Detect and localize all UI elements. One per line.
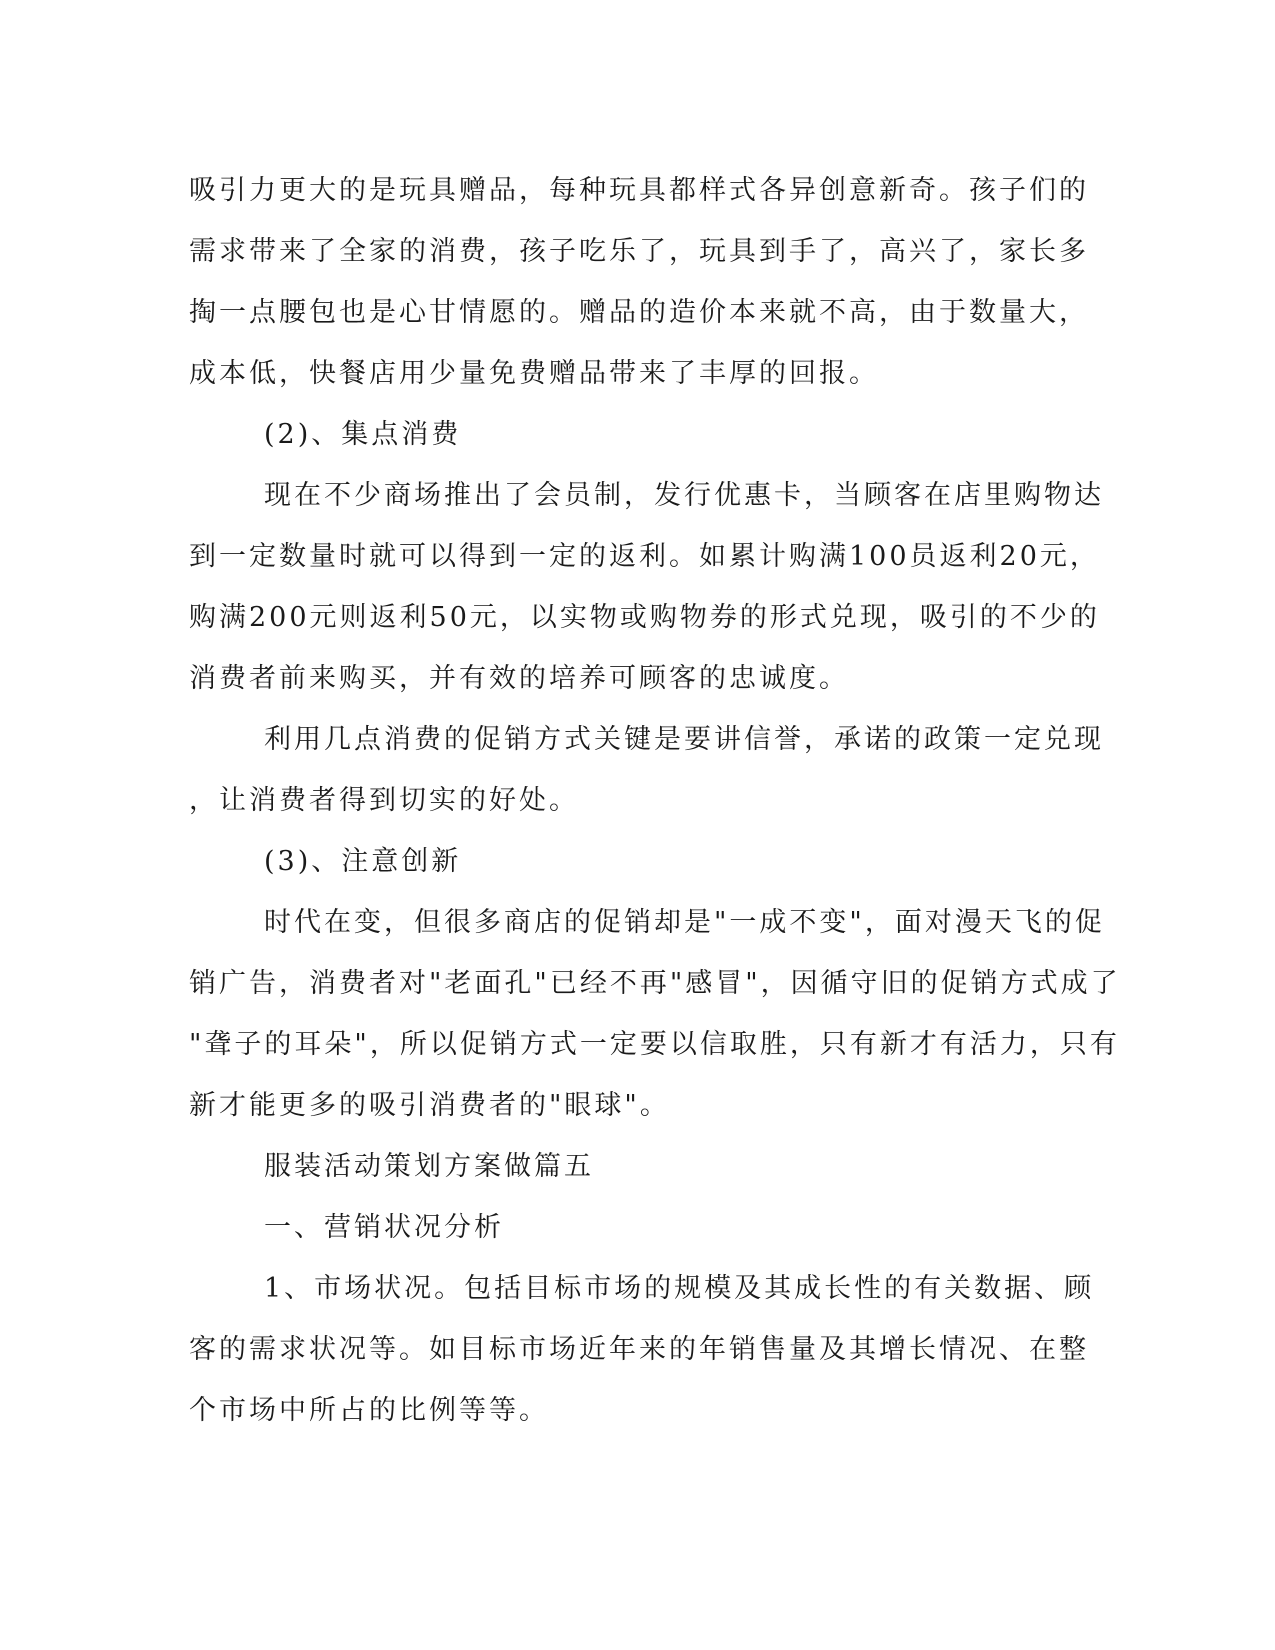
text-line: 客的需求状况等。如目标市场近年来的年销售量及其增长情况、在整 [189, 1334, 1089, 1365]
text-line: 需求带来了全家的消费，孩子吃乐了，玩具到手了，高兴了，家长多 [189, 236, 1089, 267]
section-heading: (2)、集点消费 [264, 419, 462, 450]
text-line: 时代在变，但很多商店的促销却是"一成不变"，面对漫天飞的促 [264, 907, 1105, 938]
text-line: ，让消费者得到切实的好处。 [189, 785, 579, 816]
section-heading: (3)、注意创新 [264, 846, 462, 877]
text-line: 购满200元则返利50元，以实物或购物券的形式兑现，吸引的不少的 [189, 602, 1100, 633]
text-line: 利用几点消费的促销方式关键是要讲信誉，承诺的政策一定兑现 [264, 724, 1104, 755]
text-line: 现在不少商场推出了会员制，发行优惠卡，当顾客在店里购物达 [264, 480, 1104, 511]
section-heading: 一、营销状况分析 [264, 1212, 504, 1243]
text-line: 消费者前来购买，并有效的培养可顾客的忠诚度。 [189, 663, 849, 694]
text-line: 销广告，消费者对"老面孔"已经不再"感冒"，因循守旧的促销方式成了 [189, 968, 1121, 999]
text-line: 1、市场状况。包括目标市场的规模及其成长性的有关数据、顾 [264, 1273, 1095, 1304]
text-line: 成本低，快餐店用少量免费赠品带来了丰厚的回报。 [189, 358, 879, 389]
document-title: 服装活动策划方案做篇五 [264, 1151, 594, 1182]
text-line: 吸引力更大的是玩具赠品，每种玩具都样式各异创意新奇。孩子们的 [189, 175, 1089, 206]
text-line: 新才能更多的吸引消费者的"眼球"。 [189, 1090, 670, 1121]
text-line: 掏一点腰包也是心甘情愿的。赠品的造价本来就不高，由于数量大， [189, 297, 1089, 328]
text-line: 到一定数量时就可以得到一定的返利。如累计购满100员返利20元， [189, 541, 1100, 572]
text-line: "聋子的耳朵"，所以促销方式一定要以信取胜，只有新才有活力，只有 [189, 1029, 1120, 1060]
text-line: 个市场中所占的比例等等。 [189, 1395, 549, 1426]
document-body [189, 160, 1121, 1441]
